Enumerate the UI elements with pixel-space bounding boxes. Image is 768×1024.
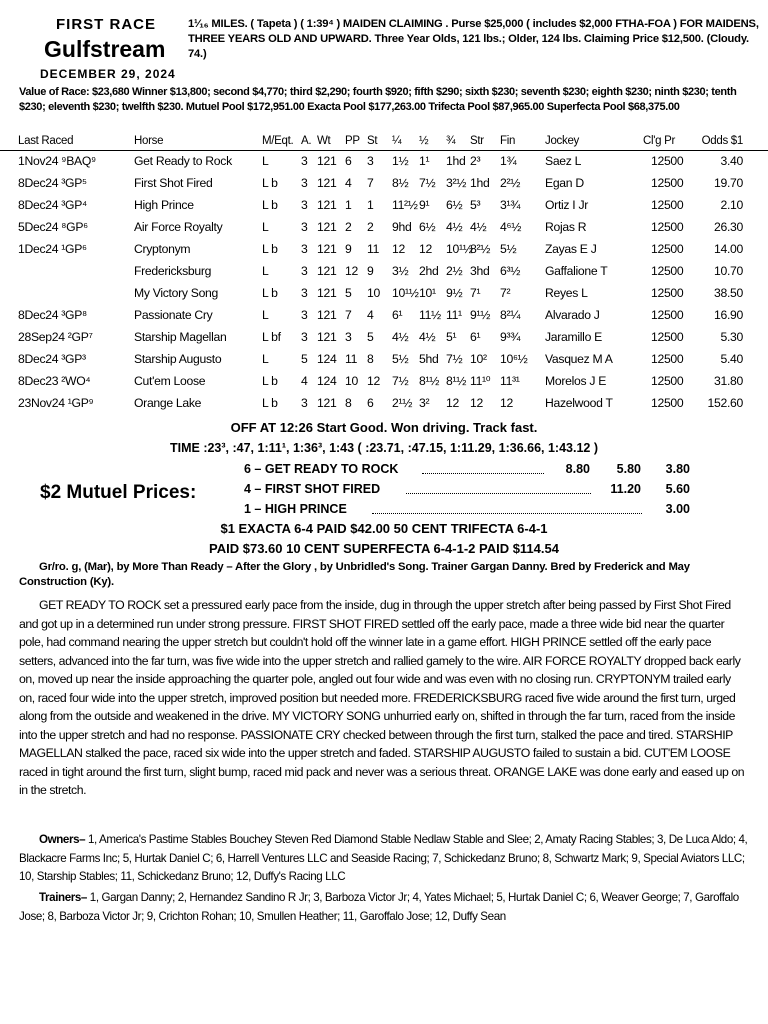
leader-dots xyxy=(422,473,544,474)
horse-name: Orange Lake xyxy=(134,396,202,410)
claiming-price: 12500 xyxy=(651,242,684,256)
three-quarter-pos: 5¹ xyxy=(446,330,457,344)
jockey-name: Vasquez M A xyxy=(545,352,613,366)
owners-label: Owners– xyxy=(39,833,86,846)
start-pos: 2 xyxy=(367,220,374,234)
col-half: ½ xyxy=(419,135,429,147)
trainers-list xyxy=(19,889,749,926)
horse-name: My Victory Song xyxy=(134,286,219,300)
result-row xyxy=(0,393,768,415)
weight: 121 xyxy=(317,220,337,234)
quarter-pos: 2¹½ xyxy=(392,396,413,410)
finish-pos: 8²¼ xyxy=(500,308,521,322)
result-row xyxy=(0,371,768,393)
race-comments: GET READY TO ROCK set a pressured early pace from the inside, dug in through the upper stretch after being passed by First Shot Fired and got up in a determined run under strong pressure. FIRST SHOT FIRED settled off the early pace, made a three wide bid near the quarter pole, had command nearing the upper stretch but couldn't hold off the winner late in a game effort. HIGH PRINCE settled off the early pace setters, advanced into the far turn, was five wide into the upper stretch and rallied gamely to the wire. AIR FORCE ROYALTY dropped back early on, moved up near the inside approaching the quarter pole, angled out four wide and was even with no closing run. CRYPTONYM trailed early on, raced four wide into the upper stretch, improved position but needed more. FREDERICKSBURG raced five wide around the first turn, urged along from the outside and weakened in the drive. MY VICTORY SONG unhurried early on, shifted in through the far turn, raced from the inside into the upper stretch and had no response. PASSIONATE CRY checked between through the first turn, stalked the pace and tired. STARSHIP MAGELLAN stalked the pace, raced six wide into the upper stretch and faded. STARSHIP AUGUSTO failed to sustain a bid. CUT'EM LOOSE raced in tight around the first turn, slight bump, raced mid pack and never was a serious threat. ORANGE LAKE was done early and eased up on in the stretch. xyxy=(19,598,745,797)
trainers-text: 1, Gargan Danny; 2, Hernandez Sandino R Jr; 3, Barboza Victor Jr; 4, Yates Michael; 5, Hurtak Daniel C; 6, Weaver George; 7, Garoffalo Jose; 8, Barboza Victor Jr; 9, Crichton Rohan; 10, Smullen Heather; 11, Garoffalo Jose; 12, Duffy Sean xyxy=(19,891,739,923)
owners-text: 1, America's Pastime Stables Bouchey Steven Red Diamond Stable Nedlaw Stable and Slee; 2, Amaty Racing Stables; 3, De Luca Aldo; 4, Blackacre Farms Inc; 5, Hurtak Daniel C; 6, Harrell Ventures LLC and Seaside Racing; 7, Schickedanz Bruno; 8, Schwartz Mark; 9, Special Aviators LLC; 10, Starship Stables; 11, Schickedanz Bruno; 12, Duffy's Racing LLC xyxy=(19,833,748,883)
stretch-pos: 6¹ xyxy=(470,330,481,344)
quarter-pos: 6¹ xyxy=(392,308,403,322)
weight: 124 xyxy=(317,374,337,388)
claiming-price: 12500 xyxy=(651,154,684,168)
claiming-price: 12500 xyxy=(651,374,684,388)
weight: 121 xyxy=(317,198,337,212)
half-pos: 9¹ xyxy=(419,198,430,212)
med-equip: L xyxy=(262,352,269,366)
jockey-name: Ortiz I Jr xyxy=(545,198,589,212)
quarter-pos: 10¹½ xyxy=(392,286,419,300)
race-date: DECEMBER 29, 2024 xyxy=(40,67,176,81)
half-pos: 3² xyxy=(419,396,430,410)
three-quarter-pos: 12 xyxy=(446,396,459,410)
col-meq: M/Eqt. xyxy=(262,135,294,147)
track-name: Gulfstream xyxy=(44,36,166,62)
med-equip: L b xyxy=(262,198,278,212)
odds: 16.90 xyxy=(714,308,743,322)
half-pos: 4½ xyxy=(419,330,436,344)
col-weight: Wt xyxy=(317,135,331,147)
result-row xyxy=(0,283,768,305)
med-equip: L xyxy=(262,154,269,168)
post-position: 5 xyxy=(345,286,352,300)
med-equip: L bf xyxy=(262,330,281,344)
jockey-name: Zayas E J xyxy=(545,242,597,256)
half-pos: 6½ xyxy=(419,220,436,234)
three-quarter-pos: 11¹ xyxy=(446,308,462,322)
stretch-pos: 5³ xyxy=(470,198,481,212)
race-header xyxy=(0,0,768,84)
finish-pos: 7² xyxy=(500,286,511,300)
jockey-name: Jaramillo E xyxy=(545,330,602,344)
start-pos: 8 xyxy=(367,352,374,366)
jockey-name: Egan D xyxy=(545,176,584,190)
three-quarter-pos: 7½ xyxy=(446,352,463,366)
race-conditions: 1¹⁄₁₆ MILES. ( Tapeta ) ( 1:39⁴ ) MAIDEN CLAIMING . Purse $25,000 ( includes $2,000 FTHA-FOA ) FOR MAIDENS, THREE YEARS OLD AND UPWARD. Three Year Olds, 121 lbs.; Older, 124 lbs. Claiming Price $12,500. (Cloudy. 74.) xyxy=(188,18,759,60)
quarter-pos: 7½ xyxy=(392,374,409,388)
claiming-price: 12500 xyxy=(651,352,684,366)
start-pos: 4 xyxy=(367,308,374,322)
payout-place: 11.20 xyxy=(610,482,641,496)
post-position: 11 xyxy=(345,352,358,366)
claiming-price: 12500 xyxy=(651,396,684,410)
stretch-pos: 9¹½ xyxy=(470,308,491,322)
finish-pos: 10⁶½ xyxy=(500,352,528,366)
age: 5 xyxy=(301,352,308,366)
off-time-line: OFF AT 12:26 Start Good. Won driving. Track fast. xyxy=(230,420,538,435)
last-raced: 1Dec24 ¹GP⁶ xyxy=(18,242,87,256)
results-rows xyxy=(0,151,768,415)
result-row xyxy=(0,195,768,217)
horse-name: Starship Magellan xyxy=(134,330,227,344)
odds: 5.40 xyxy=(720,352,743,366)
med-equip: L b xyxy=(262,286,278,300)
start-pos: 12 xyxy=(367,374,380,388)
start-pos: 6 xyxy=(367,396,374,410)
half-pos: 10¹ xyxy=(419,286,436,300)
odds: 26.30 xyxy=(714,220,743,234)
horse-name: High Prince xyxy=(134,198,194,212)
finish-pos: 9³¾ xyxy=(500,330,521,344)
claiming-price: 12500 xyxy=(651,198,684,212)
stretch-pos: 3hd xyxy=(470,264,490,278)
fractional-times: TIME :23³, :47, 1:11¹, 1:36³, 1:43 ( :23.71, :47.15, 1:11.29, 1:36.66, 1:43.12 ) xyxy=(169,441,598,455)
finish-pos: 6³½ xyxy=(500,264,521,278)
stretch-pos: 7¹ xyxy=(470,286,481,300)
start-pos: 3 xyxy=(367,154,374,168)
three-quarter-pos: 8¹½ xyxy=(446,374,467,388)
horse-name: Starship Augusto xyxy=(134,352,222,366)
exotic-payouts-line-1: $1 EXACTA 6-4 PAID $42.00 50 CENT TRIFECTA 6-4-1 xyxy=(220,521,548,536)
med-equip: L b xyxy=(262,242,278,256)
stretch-pos: 10² xyxy=(470,352,487,366)
payout-row xyxy=(244,502,694,522)
result-row xyxy=(0,349,768,371)
horse-name: Get Ready to Rock xyxy=(134,154,232,168)
half-pos: 5hd xyxy=(419,352,439,366)
col-finish: Fin xyxy=(500,135,516,147)
stretch-pos: 8²½ xyxy=(470,242,491,256)
quarter-pos: 1½ xyxy=(392,154,409,168)
start-pos: 10 xyxy=(367,286,380,300)
post-position: 6 xyxy=(345,154,352,168)
col-stretch: Str xyxy=(470,135,484,147)
post-position: 2 xyxy=(345,220,352,234)
payout-show: 3.80 xyxy=(665,462,690,476)
quarter-pos: 3½ xyxy=(392,264,409,278)
owners-list xyxy=(19,831,749,887)
quarter-pos: 12 xyxy=(392,242,405,256)
payout-row xyxy=(244,462,694,482)
winner-breeding: Gr/ro. g, (Mar), by More Than Ready – After the Glory , by Unbridled's Song. Trainer Gargan Danny. Bred by Frederick and May Construction (Ky). xyxy=(19,561,690,588)
jockey-name: Gaffalione T xyxy=(545,264,608,278)
col-pp: PP xyxy=(345,135,360,147)
med-equip: L xyxy=(262,220,269,234)
last-raced: 8Dec24 ³GP⁵ xyxy=(18,176,87,190)
payout-horse: 4 – FIRST SHOT FIRED xyxy=(244,482,381,496)
exotic-payouts-line-2: PAID $73.60 10 CENT SUPERFECTA 6-4-1-2 PAID $114.54 xyxy=(209,541,559,556)
weight: 124 xyxy=(317,352,337,366)
weight: 121 xyxy=(317,396,337,410)
last-raced: 1Nov24 ⁹BAQ⁹ xyxy=(18,154,96,168)
result-row xyxy=(0,173,768,195)
last-raced: 8Dec23 ²WO⁴ xyxy=(18,374,91,388)
weight: 121 xyxy=(317,176,337,190)
leader-dots xyxy=(406,493,591,494)
payout-horse: 6 – GET READY TO ROCK xyxy=(244,462,399,476)
half-pos: 8¹½ xyxy=(419,374,440,388)
post-position: 9 xyxy=(345,242,352,256)
odds: 152.60 xyxy=(707,396,743,410)
post-position: 8 xyxy=(345,396,352,410)
quarter-pos: 11²½ xyxy=(392,198,418,212)
payout-show: 5.60 xyxy=(665,482,690,496)
post-position: 4 xyxy=(345,176,352,190)
result-row xyxy=(0,327,768,349)
quarter-pos: 8½ xyxy=(392,176,409,190)
three-quarter-pos: 9½ xyxy=(446,286,463,300)
post-position: 7 xyxy=(345,308,352,322)
half-pos: 11½ xyxy=(419,308,441,322)
odds: 2.10 xyxy=(720,198,743,212)
claiming-price: 12500 xyxy=(651,330,684,344)
age: 3 xyxy=(301,220,308,234)
jockey-name: Rojas R xyxy=(545,220,587,234)
horse-name: Passionate Cry xyxy=(134,308,213,322)
col-quarter: ¼ xyxy=(392,135,402,147)
claiming-price: 12500 xyxy=(651,264,684,278)
post-position: 10 xyxy=(345,374,358,388)
last-raced: 8Dec24 ³GP³ xyxy=(18,352,86,366)
three-quarter-pos: 10¹½ xyxy=(446,242,473,256)
odds: 3.40 xyxy=(720,154,743,168)
age: 3 xyxy=(301,154,308,168)
stretch-pos: 4½ xyxy=(470,220,487,234)
age: 3 xyxy=(301,242,308,256)
claiming-price: 12500 xyxy=(651,308,684,322)
three-quarter-pos: 3²½ xyxy=(446,176,467,190)
three-quarter-pos: 4½ xyxy=(446,220,463,234)
payout-row xyxy=(244,482,694,502)
result-row xyxy=(0,239,768,261)
col-last-raced: Last Raced xyxy=(18,135,74,147)
result-row xyxy=(0,217,768,239)
finish-pos: 11³¹ xyxy=(500,374,520,388)
payout-place: 5.80 xyxy=(616,462,641,476)
race-value-pools: Value of Race: $23,680 Winner $13,800; second $4,770; third $2,290; fourth $920; fifth $290; sixth $230; seventh $230; eighth $230; ninth $230; tenth $230; eleventh $230; twelfth $230. Mutuel Pool $172,951.00 Exacta Pool $177,263.00 Trifecta Pool $87,965.00 Superfecta Pool $68,375.00 xyxy=(19,86,737,113)
claiming-price: 12500 xyxy=(651,176,684,190)
age: 3 xyxy=(301,308,308,322)
age: 3 xyxy=(301,176,308,190)
finish-pos: 1¾ xyxy=(500,154,517,168)
med-equip: L xyxy=(262,264,269,278)
odds: 38.50 xyxy=(714,286,743,300)
last-raced: 8Dec24 ³GP⁸ xyxy=(18,308,87,322)
finish-pos: 12 xyxy=(500,396,513,410)
start-pos: 1 xyxy=(367,198,374,212)
odds: 19.70 xyxy=(714,176,743,190)
weight: 121 xyxy=(317,154,337,168)
col-horse: Horse xyxy=(134,135,164,147)
payout-show: 3.00 xyxy=(665,502,690,516)
col-odds: Odds $1 xyxy=(701,135,743,147)
payout-horse: 1 – HIGH PRINCE xyxy=(244,502,347,516)
leader-dots xyxy=(372,513,642,514)
horse-name: First Shot Fired xyxy=(134,176,213,190)
finish-pos: 4⁶½ xyxy=(500,220,522,234)
claiming-price: 12500 xyxy=(651,220,684,234)
col-jockey: Jockey xyxy=(545,135,579,147)
jockey-name: Alvarado J xyxy=(545,308,600,322)
start-pos: 5 xyxy=(367,330,374,344)
last-raced: 28Sep24 ²GP⁷ xyxy=(18,330,93,344)
half-pos: 7½ xyxy=(419,176,436,190)
half-pos: 1¹ xyxy=(419,154,430,168)
stretch-pos: 12 xyxy=(470,396,483,410)
last-raced: 23Nov24 ¹GP⁹ xyxy=(18,396,94,410)
age: 4 xyxy=(301,374,308,388)
stretch-pos: 1hd xyxy=(470,176,490,190)
start-pos: 9 xyxy=(367,264,374,278)
horse-name: Cryptonym xyxy=(134,242,191,256)
stretch-pos: 2³ xyxy=(470,154,481,168)
odds: 14.00 xyxy=(714,242,743,256)
col-age: A. xyxy=(301,135,312,147)
finish-pos: 5½ xyxy=(500,242,517,256)
payout-win: 8.80 xyxy=(565,462,590,476)
jockey-name: Morelos J E xyxy=(545,374,607,388)
odds: 10.70 xyxy=(714,264,743,278)
weight: 121 xyxy=(317,264,337,278)
age: 3 xyxy=(301,330,308,344)
half-pos: 2hd xyxy=(419,264,439,278)
med-equip: L xyxy=(262,308,269,322)
age: 3 xyxy=(301,396,308,410)
quarter-pos: 9hd xyxy=(392,220,412,234)
last-raced: 8Dec24 ³GP⁴ xyxy=(18,198,87,212)
horse-name: Cut'em Loose xyxy=(134,374,206,388)
result-row xyxy=(0,151,768,173)
horse-name: Fredericksburg xyxy=(134,264,212,278)
three-quarter-pos: 2½ xyxy=(446,264,463,278)
age: 3 xyxy=(301,198,308,212)
results-table xyxy=(0,134,768,415)
jockey-name: Hazelwood T xyxy=(545,396,613,410)
claiming-price: 12500 xyxy=(651,286,684,300)
half-pos: 12 xyxy=(419,242,432,256)
three-quarter-pos: 1hd xyxy=(446,154,466,168)
weight: 121 xyxy=(317,330,337,344)
weight: 121 xyxy=(317,242,337,256)
three-quarter-pos: 6½ xyxy=(446,198,463,212)
odds: 5.30 xyxy=(720,330,743,344)
horse-name: Air Force Royalty xyxy=(134,220,223,234)
col-claiming-price: Cl'g Pr xyxy=(643,135,676,147)
weight: 121 xyxy=(317,286,337,300)
weight: 121 xyxy=(317,308,337,322)
odds: 31.80 xyxy=(714,374,743,388)
post-position: 1 xyxy=(345,198,352,212)
finish-pos: 3¹¾ xyxy=(500,198,521,212)
med-equip: L b xyxy=(262,176,278,190)
post-position: 12 xyxy=(345,264,358,278)
result-row xyxy=(0,305,768,327)
med-equip: L b xyxy=(262,396,278,410)
last-raced: 5Dec24 ⁸GP⁶ xyxy=(18,220,88,234)
trainers-label: Trainers– xyxy=(39,891,87,904)
med-equip: L b xyxy=(262,374,278,388)
race-title: FIRST RACE xyxy=(56,16,156,33)
age: 3 xyxy=(301,286,308,300)
mutuel-prices-label: $2 Mutuel Prices: xyxy=(40,482,197,503)
post-position: 3 xyxy=(345,330,352,344)
results-header-row xyxy=(0,134,768,151)
result-row xyxy=(0,261,768,283)
quarter-pos: 5½ xyxy=(392,352,409,366)
start-pos: 7 xyxy=(367,176,374,190)
finish-pos: 2²½ xyxy=(500,176,521,190)
stretch-pos: 11¹⁰ xyxy=(470,374,491,388)
col-three-quarter: ¾ xyxy=(446,135,456,147)
age: 3 xyxy=(301,264,308,278)
quarter-pos: 4½ xyxy=(392,330,409,344)
jockey-name: Saez L xyxy=(545,154,582,168)
jockey-name: Reyes L xyxy=(545,286,588,300)
start-pos: 11 xyxy=(367,242,380,256)
col-start: St xyxy=(367,135,378,147)
